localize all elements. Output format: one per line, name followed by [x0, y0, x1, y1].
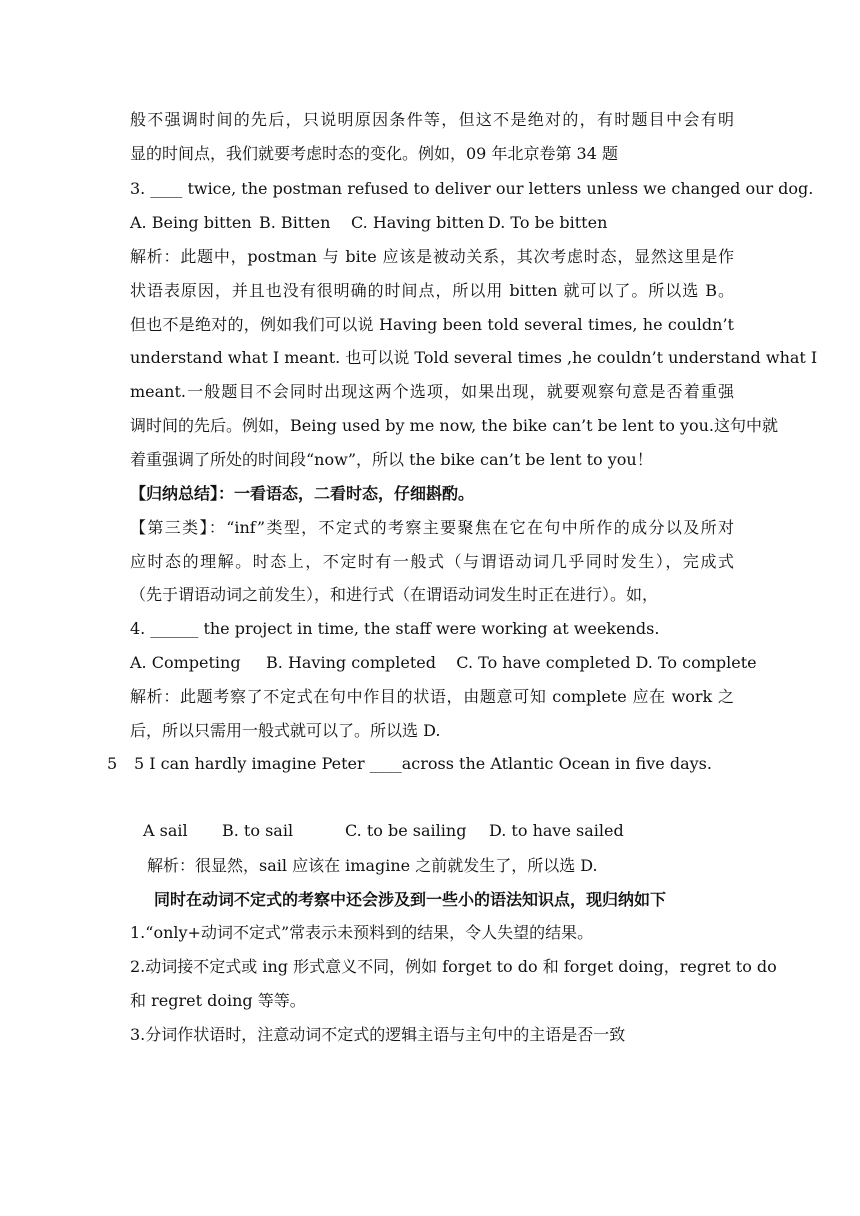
summary-heading: 【归纳总结】：一看语态，二看时态，仔细斟酌。 — [130, 484, 475, 503]
text-line: 般不强调时间的先后，只说明原因条件等，但这不是绝对的，有时题目中会有明 — [130, 110, 734, 129]
option-a: A. Being bitten — [130, 213, 252, 232]
text-line: 1.“only+动词不定式”常表示未预料到的结果，令人失望的结果。 — [130, 923, 594, 942]
list-number: 5 — [107, 754, 118, 773]
question-3-options — [130, 212, 734, 234]
text-line: 着重强调了所处的时间段“now”，所以 the bike can’t be lent to you！ — [130, 450, 653, 469]
text-line: 解析：此题中，postman 与 bite 应该是被动关系，其次考虑时态，显然这里是作 — [130, 247, 734, 266]
text-line: 显的时间点，我们就要考虑时态的变化。例如，09 年北京卷第 34 题 — [130, 144, 618, 163]
text-line: 状语表原因，并且也没有很明确的时间点，所以用 bitten 就可以了。所以选 B。 — [130, 281, 734, 300]
question-3: 3. ____ twice, the postman refused to deliver our letters unless we changed our dog. — [130, 179, 814, 198]
option-a: A sail — [143, 821, 188, 840]
text-line: 2.动词接不定式或 ing 形式意义不同，例如 forget to do 和 forget doing，regret to do — [130, 957, 777, 976]
option-d: D. to have sailed — [489, 821, 624, 840]
text-line: 但也不是绝对的，例如我们可以说 Having been told several times, he couldn’t — [130, 315, 734, 334]
text-line: 3.分词作状语时，注意动词不定式的逻辑主语与主句中的主语是否一致 — [130, 1025, 626, 1044]
summary-heading: 同时在动词不定式的考察中还会涉及到一些小的语法知识点，现归纳如下 — [154, 890, 667, 909]
text-line: 调时间的先后。例如，Being used by me now, the bike can’t be lent to you.这句中就 — [130, 416, 779, 435]
text-line: 和 regret doing 等等。 — [130, 991, 306, 1010]
option-c: C. Having bitten — [351, 213, 485, 232]
text-line: （先于谓语动词之前发生），和进行式（在谓语动词发生时正在进行）。如， — [130, 585, 659, 604]
text-line: 应时态的理解。时态上，不定时有一般式（与谓语动词几乎同时发生），完成式 — [130, 552, 734, 571]
option-c: C. to be sailing — [345, 821, 467, 840]
question-4-options: A. Competing B. Having completed C. To have completed D. To complete — [130, 653, 757, 672]
question-4: 4. ______ the project in time, the staff were working at weekends. — [130, 619, 660, 638]
question-5: 5 I can hardly imagine Peter ____across the Atlantic Ocean in five days. — [134, 754, 712, 773]
option-b: B. Bitten — [259, 213, 331, 232]
option-d: D. To be bitten — [488, 213, 608, 232]
text-line: understand what I meant. 也可以说 Told several times ,he couldn’t understand what I — [130, 348, 818, 367]
question-5-options — [143, 820, 734, 842]
text-line: 后，所以只需用一般式就可以了。所以选 D. — [130, 721, 441, 740]
text-line: 解析：很显然，sail 应该在 imagine 之前就发生了，所以选 D. — [147, 856, 598, 875]
option-b: B. to sail — [222, 821, 294, 840]
text-line: 【第三类】：“inf”类型，不定式的考察主要聚焦在它在句中所作的成分以及所对 — [130, 518, 734, 537]
text-line: 解析：此题考察了不定式在句中作目的状语，由题意可知 complete 应在 work 之 — [130, 687, 734, 706]
text-line: meant.一般题目不会同时出现这两个选项，如果出现，就要观察句意是否着重强 — [130, 382, 734, 401]
